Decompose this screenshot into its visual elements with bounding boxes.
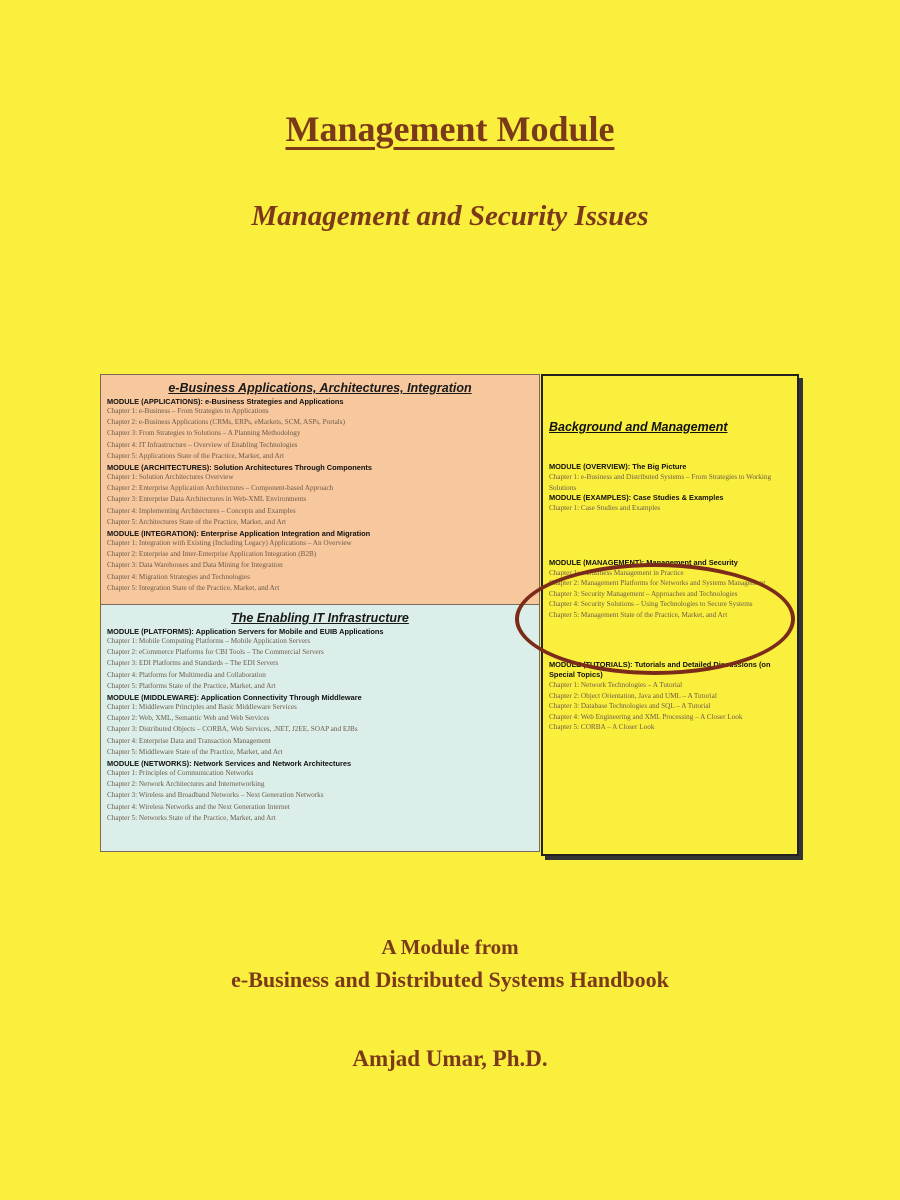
module-line: MODULE (APPLICATIONS): e-Business Strategies and Applications (107, 397, 344, 406)
chapter-line: Chapter 4: Enterprise Data and Transaction Management (107, 736, 271, 745)
applications-panel (100, 374, 540, 605)
module-line: MODULE (PLATFORMS): Application Servers for Mobile and EUIB Applications (107, 627, 384, 636)
infrastructure-panel (100, 605, 540, 852)
highlight-oval (515, 563, 795, 675)
module-from-text: A Module from (381, 935, 519, 959)
chapter-line: Chapter 1: Case Studies and Examples (549, 504, 661, 512)
chapter-line: Chapter 3: Enterprise Data Architectures in Web-XML Environments (107, 495, 307, 504)
chapter-line: Chapter 4: Web Engineering and XML Processing – A Closer Look (549, 712, 743, 721)
module-line: MODULE (MIDDLEWARE): Application Connectivity Through Middleware (107, 693, 362, 703)
chapter-line: Chapter 5: Integration State of the Practice, Market, and Art (107, 583, 280, 592)
chapter-line: Chapter 4: Security Solutions – Using Technologies to Secure Systems (549, 600, 753, 608)
chapter-line: Chapter 1: Network Technologies – A Tutorial (549, 681, 683, 689)
module-line: MODULE (TUTORIALS): Tutorials and Detailed Discussions (on Special Topics) (549, 660, 771, 679)
module-line: MODULE (OVERVIEW): The Big Picture (549, 462, 687, 471)
chapter-line: Chapter 1: e-Business Management in Practice (549, 568, 684, 577)
chapter-line: Chapter 1: Middleware Principles and Basic Middleware Services (107, 703, 297, 712)
chapter-line: Chapter 2: Network Architectures and Internetworking (107, 780, 265, 789)
chapter-line: Chapter 5: Middleware State of the Practice, Market, and Art (107, 747, 283, 756)
page-title: Management Module (285, 109, 615, 149)
chapter-line: Chapter 3: Distributed Objects – CORBA, Web Services, .NET, J2EE, SOAP and EJBs (107, 725, 358, 734)
chapter-line: Chapter 2: e-Business Applications (CRMs, ERPs, eMarkets, SCM, ASPs, Portals) (107, 418, 345, 427)
handbook-title: e-Business and Distributed Systems Handbook (231, 967, 669, 992)
module-line: MODULE (ARCHITECTURES): Solution Architectures Through Components (107, 463, 372, 473)
infrastructure-panel-heading: The Enabling IT Infrastructure (231, 611, 409, 625)
module-line: MODULE (INTEGRATION): Enterprise Application Integration and Migration (107, 529, 371, 539)
chapter-line: Chapter 1: Principles of Communication Networks (107, 769, 254, 778)
applications-panel-heading: e-Business Applications, Architectures, Integration (168, 381, 472, 395)
chapter-line: Chapter 2: Object Orientation, Java and UML – A Tutorial (549, 691, 717, 700)
chapter-line: Chapter 1: Integration with Existing (Including Legacy) Applications – An Overview (107, 539, 352, 548)
chapter-line: Chapter 3: Security Management – Approaches and Technologies (549, 589, 738, 598)
applications-panel-lines (101, 397, 539, 594)
chapter-line: Chapter 3: Data Warehouses and Data Mining for Integration (107, 561, 283, 570)
module-line: MODULE (NETWORKS): Network Services and Network Architectures (107, 759, 352, 769)
chapter-line: Chapter 1: e-Business and Distributed Systems – From Strategies to Working Solutions (549, 473, 772, 492)
chapter-line: Chapter 2: Management Platforms for Networks and Systems Management (549, 579, 766, 587)
chapter-line: Chapter 5: Management State of the Practice, Market, and Art (549, 610, 728, 619)
module-group (543, 462, 797, 514)
chapter-line: Chapter 2: Web, XML, Semantic Web and Web Services (107, 714, 270, 723)
chapter-line: Chapter 5: Architectures State of the Practice, Market, and Art (107, 517, 287, 526)
chapter-line: Chapter 5: Platforms State of the Practice, Market, and Art (107, 681, 276, 690)
management-panel-heading: Background and Management (549, 420, 728, 434)
chapter-line: Chapter 4: Platforms for Multimedia and Collaboration (107, 670, 266, 679)
chapter-line: Chapter 2: Enterprise and Inter-Enterprise Application Integration (B2B) (107, 550, 317, 559)
chapter-line: Chapter 4: Migration Strategies and Technologies (107, 572, 250, 581)
module-line: MODULE (EXAMPLES): Case Studies & Examples (549, 493, 724, 502)
chapter-line: Chapter 5: Networks State of the Practice, Market, and Art (107, 813, 276, 822)
chapter-line: Chapter 3: From Strategies to Solutions – A Planning Methodology (107, 429, 301, 438)
chapter-line: Chapter 5: Applications State of the Practice, Market, and Art (107, 451, 285, 460)
chapter-line: Chapter 1: Mobile Computing Platforms – Mobile Application Servers (107, 637, 311, 645)
chapter-line: Chapter 3: Database Technologies and SQL – A Tutorial (549, 702, 711, 710)
chapter-line: Chapter 3: Wireless and Broadband Networks – Next Generation Networks (107, 791, 324, 800)
chapter-line: Chapter 4: Wireless Networks and the Next Generation Internet (107, 802, 290, 811)
author-name: Amjad Umar, Ph.D. (352, 1046, 548, 1071)
chapter-line: Chapter 2: eCommerce Platforms for CBI Tools – The Commercial Servers (107, 648, 324, 657)
chapter-line: Chapter 1: Solution Architectures Overview (107, 473, 234, 482)
chapter-line: Chapter 5: CORBA – A Closer Look (549, 723, 655, 731)
module-line: MODULE (MANAGEMENT): Management and Security (549, 557, 738, 567)
chapter-line: Chapter 3: EDI Platforms and Standards – The EDI Servers (107, 659, 279, 668)
chapter-line: Chapter 4: Implementing Architectures – Concepts and Examples (107, 506, 296, 515)
page-subtitle: Management and Security Issues (251, 200, 649, 232)
chapter-line: Chapter 4: IT Infrastructure – Overview of Enabling Technologies (107, 440, 298, 449)
chapter-line: Chapter 1: e-Business – From Strategies to Applications (107, 407, 269, 415)
infrastructure-panel-lines (101, 627, 539, 824)
chapter-line: Chapter 2: Enterprise Application Architectures – Component-based Approach (107, 484, 334, 493)
